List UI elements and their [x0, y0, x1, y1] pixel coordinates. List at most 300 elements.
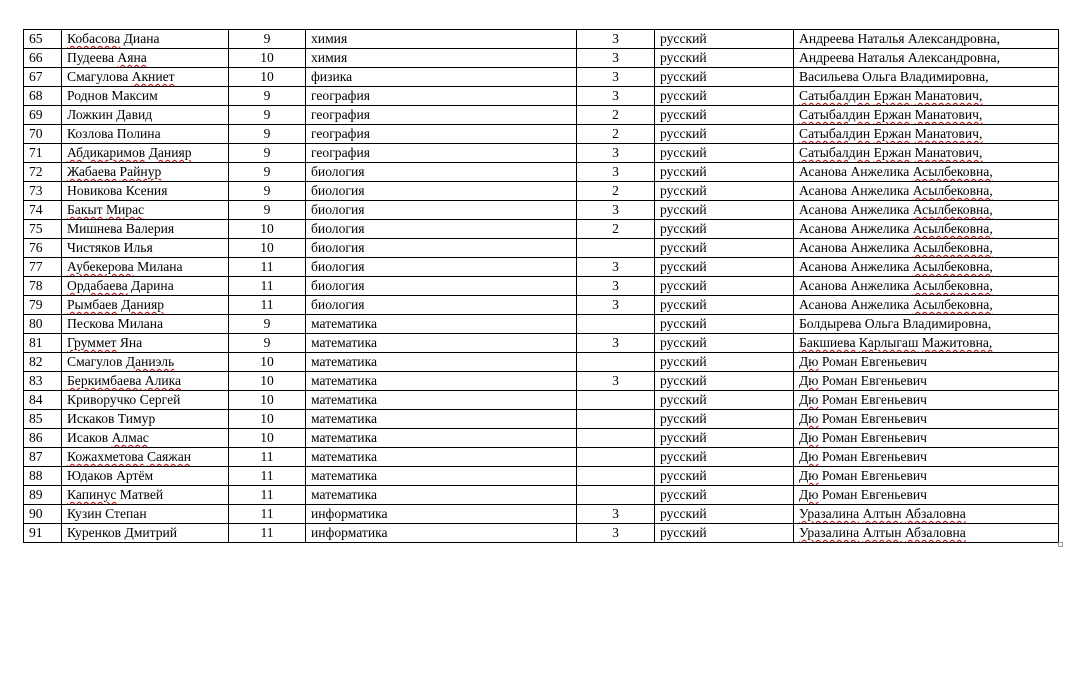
row-number: 90 [24, 505, 62, 524]
language-cell: русский [655, 239, 794, 258]
grade-cell: 11 [229, 448, 306, 467]
grade-cell: 9 [229, 182, 306, 201]
grade-cell: 9 [229, 201, 306, 220]
table-row [24, 106, 1059, 125]
grade-cell: 9 [229, 144, 306, 163]
student-name-segment: Смагулова [67, 69, 132, 84]
teacher-name [794, 372, 1059, 391]
grade-cell: 10 [229, 391, 306, 410]
student-name [62, 391, 229, 410]
teacher-name-segment: Асанова Анжелика [799, 164, 913, 179]
teacher-name-segment: Сатыбалдин [799, 107, 871, 122]
subject-cell: биология [306, 277, 577, 296]
row-number: 77 [24, 258, 62, 277]
teacher-name-segment: Уразалина [799, 525, 860, 540]
subject-cell: биология [306, 201, 577, 220]
teacher-name-segment: Роман Евгеньевич [818, 411, 928, 426]
teacher-name-segment: Манатович, [914, 88, 983, 103]
teacher-name-segment: Уразалина [799, 506, 860, 521]
table-row [24, 258, 1059, 277]
language-cell: русский [655, 163, 794, 182]
student-name-segment: Козлова Полина [67, 126, 161, 141]
teacher-name-segment: Роман Евгеньевич [818, 354, 928, 369]
teacher-name [794, 277, 1059, 296]
language-cell: русский [655, 125, 794, 144]
score-cell: 3 [577, 163, 655, 182]
row-number: 79 [24, 296, 62, 315]
student-name-segment: Аяна [117, 50, 147, 65]
student-name-segment: Мишнева Валерия [67, 221, 175, 236]
table-row [24, 467, 1059, 486]
table-row [24, 429, 1059, 448]
table-row [24, 334, 1059, 353]
teacher-name [794, 334, 1059, 353]
subject-cell: информатика [306, 524, 577, 543]
teacher-name-segment: Асылбековна, [912, 221, 993, 236]
subject-cell: биология [306, 163, 577, 182]
teacher-name-segment: Болдырева Ольга Владимировна, [799, 316, 992, 331]
grade-cell: 10 [229, 49, 306, 68]
row-number: 85 [24, 410, 62, 429]
teacher-name-segment: Манатович, [914, 145, 983, 160]
teacher-name-segment: Дю [799, 392, 819, 407]
row-number: 76 [24, 239, 62, 258]
language-cell: русский [655, 486, 794, 505]
row-number: 83 [24, 372, 62, 391]
score-cell: 3 [577, 30, 655, 49]
grade-cell: 9 [229, 106, 306, 125]
table-row [24, 144, 1059, 163]
student-name [62, 220, 229, 239]
teacher-name [794, 296, 1059, 315]
language-cell: русский [655, 334, 794, 353]
score-cell [577, 429, 655, 448]
student-name-segment: Дарина [127, 278, 174, 293]
language-cell: русский [655, 182, 794, 201]
score-cell: 2 [577, 106, 655, 125]
grade-cell: 9 [229, 125, 306, 144]
subject-cell: биология [306, 220, 577, 239]
table-row [24, 182, 1059, 201]
student-name-segment: Капинус [67, 487, 117, 502]
student-name-segment: Новикова Ксения [67, 183, 168, 198]
subject-cell: математика [306, 353, 577, 372]
language-cell: русский [655, 353, 794, 372]
table-end-marker [1058, 542, 1063, 547]
teacher-name [794, 220, 1059, 239]
student-name [62, 68, 229, 87]
score-cell [577, 315, 655, 334]
table-row [24, 49, 1059, 68]
score-cell [577, 353, 655, 372]
language-cell: русский [655, 391, 794, 410]
score-cell [577, 486, 655, 505]
teacher-name-segment: Асанова Анжелика [799, 183, 913, 198]
student-name [62, 429, 229, 448]
score-cell: 3 [577, 68, 655, 87]
grade-cell: 10 [229, 372, 306, 391]
teacher-name-segment: Асылбековна, [912, 164, 993, 179]
score-cell: 2 [577, 182, 655, 201]
student-name [62, 182, 229, 201]
teacher-name-segment: Андреева Наталья Александровна, [799, 31, 1000, 46]
language-cell: русский [655, 106, 794, 125]
teacher-name-segment: Дю [799, 468, 819, 483]
student-name [62, 87, 229, 106]
student-name-segment: Данияр [121, 297, 165, 312]
language-cell: русский [655, 87, 794, 106]
language-cell: русский [655, 30, 794, 49]
student-name-segment: Саяжан [146, 449, 192, 464]
teacher-name [794, 505, 1059, 524]
student-name [62, 201, 229, 220]
student-name-segment: Кобасова [67, 31, 121, 46]
student-name [62, 163, 229, 182]
teacher-name [794, 163, 1059, 182]
teacher-name-segment: Абзаловна [904, 525, 966, 540]
teacher-name-segment: Асылбековна, [912, 202, 993, 217]
language-cell: русский [655, 372, 794, 391]
student-name-segment: Данияр [148, 145, 192, 160]
student-name-segment: Чистяков Илья [67, 240, 153, 255]
teacher-name-segment: Ержан [873, 126, 912, 141]
subject-cell: химия [306, 49, 577, 68]
score-cell: 3 [577, 372, 655, 391]
subject-cell: география [306, 87, 577, 106]
subject-cell: география [306, 106, 577, 125]
grade-cell: 10 [229, 353, 306, 372]
teacher-name-segment: Асылбековна, [912, 278, 993, 293]
subject-cell: математика [306, 486, 577, 505]
teacher-name [794, 467, 1059, 486]
table-row [24, 315, 1059, 334]
score-cell: 2 [577, 125, 655, 144]
teacher-name [794, 49, 1059, 68]
student-name [62, 334, 229, 353]
subject-cell: математика [306, 315, 577, 334]
student-name-segment: Ложкин Давид [67, 107, 153, 122]
teacher-name-segment: Роман Евгеньевич [818, 468, 928, 483]
grade-cell: 10 [229, 68, 306, 87]
student-name [62, 410, 229, 429]
teacher-name [794, 258, 1059, 277]
subject-cell: биология [306, 239, 577, 258]
row-number: 78 [24, 277, 62, 296]
student-name [62, 372, 229, 391]
student-name-segment: Мирас [105, 202, 145, 217]
table-row [24, 163, 1059, 182]
teacher-name-segment: Асанова Анжелика [799, 202, 913, 217]
student-name-segment: Райнур [119, 164, 162, 179]
student-name [62, 296, 229, 315]
row-number: 73 [24, 182, 62, 201]
language-cell: русский [655, 68, 794, 87]
score-cell [577, 448, 655, 467]
subject-cell: биология [306, 296, 577, 315]
grade-cell: 11 [229, 524, 306, 543]
score-cell [577, 239, 655, 258]
student-name [62, 448, 229, 467]
teacher-name-segment: Асанова Анжелика [799, 297, 913, 312]
row-number: 65 [24, 30, 62, 49]
score-cell: 3 [577, 49, 655, 68]
row-number: 72 [24, 163, 62, 182]
student-name [62, 239, 229, 258]
subject-cell: география [306, 125, 577, 144]
grade-cell: 9 [229, 30, 306, 49]
teacher-name [794, 410, 1059, 429]
student-name [62, 30, 229, 49]
row-number: 74 [24, 201, 62, 220]
score-cell: 3 [577, 505, 655, 524]
student-name-segment: Жабаева [67, 164, 117, 179]
teacher-name-segment: Асанова Анжелика [799, 278, 913, 293]
teacher-name-segment: Дю [799, 449, 819, 464]
language-cell: русский [655, 505, 794, 524]
subject-cell: математика [306, 448, 577, 467]
score-cell: 3 [577, 334, 655, 353]
teacher-name [794, 30, 1059, 49]
teacher-name-segment: Роман Евгеньевич [818, 392, 928, 407]
student-name-segment: Бакыт [67, 202, 103, 217]
student-name [62, 524, 229, 543]
score-cell [577, 467, 655, 486]
teacher-name [794, 239, 1059, 258]
student-name-segment: Смагулов [67, 354, 126, 369]
teacher-name [794, 315, 1059, 334]
teacher-name-segment: Роман Евгеньевич [818, 487, 928, 502]
row-number: 89 [24, 486, 62, 505]
grade-cell: 9 [229, 87, 306, 106]
teacher-name-segment: Сатыбалдин [799, 88, 871, 103]
language-cell: русский [655, 296, 794, 315]
row-number: 91 [24, 524, 62, 543]
language-cell: русский [655, 220, 794, 239]
subject-cell: география [306, 144, 577, 163]
teacher-name-segment: Дю [799, 487, 819, 502]
subject-cell: химия [306, 30, 577, 49]
score-cell: 2 [577, 220, 655, 239]
teacher-name-segment: Роман Евгеньевич [818, 430, 928, 445]
student-name-segment: Акниет [131, 69, 175, 84]
teacher-name-segment: Асанова Анжелика [799, 221, 913, 236]
student-name [62, 49, 229, 68]
teacher-name-segment: Абзаловна [904, 506, 966, 521]
teacher-name [794, 448, 1059, 467]
language-cell: русский [655, 524, 794, 543]
teacher-name-segment: Асанова Анжелика [799, 240, 913, 255]
table-row [24, 448, 1059, 467]
grade-cell: 11 [229, 467, 306, 486]
teacher-name [794, 486, 1059, 505]
language-cell: русский [655, 201, 794, 220]
score-cell: 3 [577, 296, 655, 315]
teacher-name [794, 125, 1059, 144]
grade-cell: 9 [229, 334, 306, 353]
student-name-segment: Аубекерова [67, 259, 134, 274]
table-row [24, 524, 1059, 543]
student-name-segment: Ордабаева [67, 278, 128, 293]
teacher-name-segment: Роман Евгеньевич [818, 449, 928, 464]
subject-cell: математика [306, 372, 577, 391]
language-cell: русский [655, 410, 794, 429]
table-row [24, 372, 1059, 391]
language-cell: русский [655, 467, 794, 486]
student-name-segment: Роднов Максим [67, 88, 158, 103]
student-name [62, 467, 229, 486]
teacher-name [794, 524, 1059, 543]
row-number: 70 [24, 125, 62, 144]
table-row [24, 486, 1059, 505]
grade-cell: 11 [229, 258, 306, 277]
teacher-name-segment: Манатович, [914, 126, 983, 141]
grade-cell: 10 [229, 239, 306, 258]
student-name-segment: Криворучко Сергей [67, 392, 181, 407]
student-name-segment: Алика [144, 373, 182, 388]
table-body [24, 30, 1059, 543]
grade-cell: 11 [229, 296, 306, 315]
grade-cell: 11 [229, 277, 306, 296]
row-number: 87 [24, 448, 62, 467]
row-number: 75 [24, 220, 62, 239]
student-name [62, 353, 229, 372]
teacher-name [794, 429, 1059, 448]
teacher-name-segment: Алтын [862, 506, 902, 521]
student-name-segment: Пескова Милана [67, 316, 164, 331]
grade-cell: 10 [229, 429, 306, 448]
table-row [24, 353, 1059, 372]
table-row [24, 296, 1059, 315]
teacher-name-segment: Асылбековна, [912, 297, 993, 312]
score-cell: 3 [577, 144, 655, 163]
teacher-name-segment: Асылбековна, [912, 259, 993, 274]
student-name [62, 258, 229, 277]
subject-cell: физика [306, 68, 577, 87]
subject-cell: математика [306, 467, 577, 486]
score-cell: 3 [577, 201, 655, 220]
teacher-name-segment: Андреева Наталья Александровна, [799, 50, 1000, 65]
teacher-name [794, 144, 1059, 163]
language-cell: русский [655, 429, 794, 448]
teacher-name-segment: Бакшиева [799, 335, 856, 350]
language-cell: русский [655, 315, 794, 334]
student-name [62, 277, 229, 296]
teacher-name-segment: Сатыбалдин [799, 145, 871, 160]
score-cell [577, 410, 655, 429]
teacher-name [794, 391, 1059, 410]
subject-cell: математика [306, 429, 577, 448]
student-name [62, 106, 229, 125]
teacher-name-segment: Ержан [873, 107, 912, 122]
student-name-segment: Яна [116, 335, 143, 350]
language-cell: русский [655, 258, 794, 277]
teacher-name-segment: Манатович, [914, 107, 983, 122]
subject-cell: математика [306, 391, 577, 410]
student-name-segment: Милана [133, 259, 183, 274]
grade-cell: 10 [229, 410, 306, 429]
student-name-segment: Исаков [67, 430, 112, 445]
grade-cell: 10 [229, 220, 306, 239]
row-number: 66 [24, 49, 62, 68]
teacher-name-segment: Асанова Анжелика [799, 259, 913, 274]
student-name [62, 144, 229, 163]
teacher-name-segment: Сатыбалдин [799, 126, 871, 141]
table-row [24, 239, 1059, 258]
teacher-name-segment: Ержан [873, 145, 912, 160]
language-cell: русский [655, 49, 794, 68]
grade-cell: 9 [229, 315, 306, 334]
teacher-name [794, 353, 1059, 372]
student-name [62, 315, 229, 334]
teacher-name-segment: Асылбековна, [912, 183, 993, 198]
row-number: 88 [24, 467, 62, 486]
language-cell: русский [655, 277, 794, 296]
teacher-name [794, 182, 1059, 201]
grade-cell: 11 [229, 486, 306, 505]
row-number: 68 [24, 87, 62, 106]
table-row [24, 410, 1059, 429]
row-number: 81 [24, 334, 62, 353]
student-name-segment: Матвей [116, 487, 164, 502]
score-cell: 3 [577, 87, 655, 106]
subject-cell: биология [306, 182, 577, 201]
language-cell: русский [655, 144, 794, 163]
teacher-name-segment: Дю [799, 373, 819, 388]
teacher-name-segment: Васильева Ольга Владимировна, [799, 69, 989, 84]
teacher-name-segment: Асылбековна, [912, 240, 993, 255]
score-cell: 3 [577, 258, 655, 277]
student-name-segment: Даниэль [125, 354, 175, 369]
student-name-segment: Беркимбаева [67, 373, 142, 388]
student-name-segment: Абдикаримов [67, 145, 146, 160]
teacher-name [794, 106, 1059, 125]
student-name-segment: Рымбаев [67, 297, 118, 312]
row-number: 69 [24, 106, 62, 125]
teacher-name-segment: Мажитовна, [921, 335, 993, 350]
grade-cell: 9 [229, 163, 306, 182]
student-name [62, 505, 229, 524]
table-row [24, 220, 1059, 239]
row-number: 86 [24, 429, 62, 448]
student-name-segment: Груммет [67, 335, 117, 350]
teacher-name-segment: Дю [799, 411, 819, 426]
score-cell: 3 [577, 524, 655, 543]
table-row [24, 68, 1059, 87]
table-row [24, 391, 1059, 410]
score-cell: 3 [577, 277, 655, 296]
teacher-name-segment: Ержан [873, 88, 912, 103]
student-name-segment: Куренков Дмитрий [67, 525, 178, 540]
subject-cell: биология [306, 258, 577, 277]
teacher-name-segment: Дю [799, 430, 819, 445]
table-row [24, 505, 1059, 524]
student-name-segment: Пудеева [67, 50, 118, 65]
row-number: 67 [24, 68, 62, 87]
teacher-name [794, 68, 1059, 87]
table-row [24, 30, 1059, 49]
teacher-name-segment: Дю [799, 354, 819, 369]
grade-cell: 11 [229, 505, 306, 524]
student-name [62, 486, 229, 505]
row-number: 84 [24, 391, 62, 410]
row-number: 80 [24, 315, 62, 334]
student-name-segment: Кожахметова [67, 449, 144, 464]
subject-cell: математика [306, 410, 577, 429]
student-name-segment: Искаков Тимур [67, 411, 156, 426]
student-name-segment: Юдаков Артём [67, 468, 154, 483]
teacher-name-segment: Алтын [862, 525, 902, 540]
student-name-segment: Алмас [111, 430, 149, 445]
